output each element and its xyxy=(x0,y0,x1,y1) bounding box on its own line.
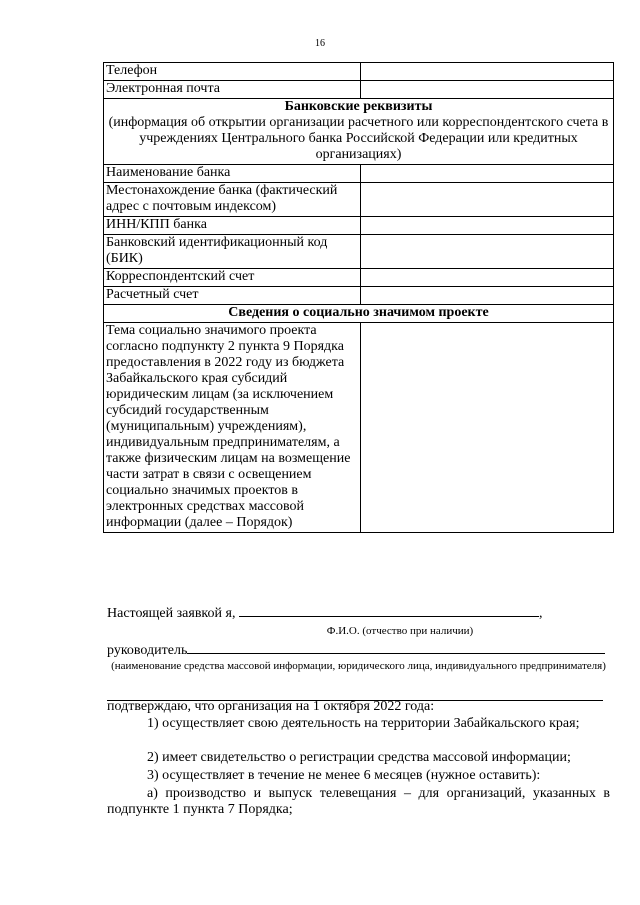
page-number: 16 xyxy=(315,38,325,49)
confirm-text: подтверждаю, что организация на 1 октября 2022 года: xyxy=(107,699,435,714)
row-value-bank-bic[interactable] xyxy=(361,235,614,269)
declaration-line-name xyxy=(107,604,542,622)
item-3a: а) производство и выпуск телевещания – для организаций, указанных в подпункте 1 пункта 7 Порядка; xyxy=(107,786,610,817)
bank-section-header xyxy=(104,99,614,165)
section-row-project xyxy=(104,305,614,323)
table-row xyxy=(104,63,614,81)
item-2: 2) имеет свидетельство о регистрации средства массовой информации; xyxy=(147,750,571,765)
row-label-bank-address: Местонахождение банка (фактический адрес с почтовым индексом) xyxy=(104,183,361,217)
row-value-corr-account[interactable] xyxy=(361,269,614,287)
row-value-settlement-account[interactable] xyxy=(361,287,614,305)
table-row xyxy=(104,287,614,305)
table-row xyxy=(104,269,614,287)
project-section-title: Сведения о социально значимом проекте xyxy=(228,305,489,320)
row-value-bank-name[interactable] xyxy=(361,165,614,183)
table-row xyxy=(104,323,614,533)
row-label-email: Электронная почта xyxy=(104,81,361,99)
caption-fio: Ф.И.О. (отчество при наличии) xyxy=(326,625,474,637)
application-form-table xyxy=(103,62,614,533)
table-row xyxy=(104,217,614,235)
row-value-email[interactable] xyxy=(361,81,614,99)
project-section-header xyxy=(104,305,614,323)
row-label-bank-inn: ИНН/КПП банка xyxy=(104,217,361,235)
row-label-settlement-account: Расчетный счет xyxy=(104,287,361,305)
item-1: 1) осуществляет свою деятельность на территории Забайкальского края; xyxy=(147,716,580,731)
row-label-bank-name: Наименование банка xyxy=(104,165,361,183)
section-row-bank xyxy=(104,99,614,165)
row-label-corr-account: Корреспондентский счет xyxy=(104,269,361,287)
row-value-bank-inn[interactable] xyxy=(361,217,614,235)
declaration-prefix: Настоящей заявкой я, xyxy=(107,606,236,621)
table-row xyxy=(104,183,614,217)
row-value-phone[interactable] xyxy=(361,63,614,81)
organization-underline[interactable] xyxy=(187,641,605,654)
declaration-line-head xyxy=(107,641,605,659)
row-label-bank-bic: Банковский идентификационный код (БИК) xyxy=(104,235,361,269)
name-underline[interactable] xyxy=(239,604,539,617)
row-label-phone: Телефон xyxy=(104,63,361,81)
row-value-project-theme[interactable] xyxy=(361,323,614,533)
item-3: 3) осуществляет в течение не менее 6 месяцев (нужное оставить): xyxy=(147,768,541,783)
table-row xyxy=(104,165,614,183)
row-label-project-theme: Тема социально значимого проекта согласно подпункту 2 пункта 9 Порядка предоставления в 2022 году из бюджета Забайкальского края субсидий юридическим лицам (за исключением субсидий государственным (муниципальным) учреждениям), индивидуальным предпринимателям, а также физическим лицам на возмещение части затрат в связи с освещением социально значимых проектов в электронных средствах массовой информации (далее – Порядок) xyxy=(104,323,361,533)
table-row xyxy=(104,81,614,99)
table-row xyxy=(104,235,614,269)
bank-section-subtitle: (информация об открытии организации расчетного или корреспондентского счета в учреждениях Центрального банка Российской Федерации или кредитных организациях) xyxy=(108,115,609,162)
caption-organization: (наименование средства массовой информации, юридического лица, индивидуального предпринимателя) xyxy=(111,660,606,672)
row-value-bank-address[interactable] xyxy=(361,183,614,217)
bank-section-title: Банковские реквизиты xyxy=(284,99,433,114)
head-prefix: руководитель xyxy=(107,643,188,658)
declaration-comma: , xyxy=(538,606,543,621)
